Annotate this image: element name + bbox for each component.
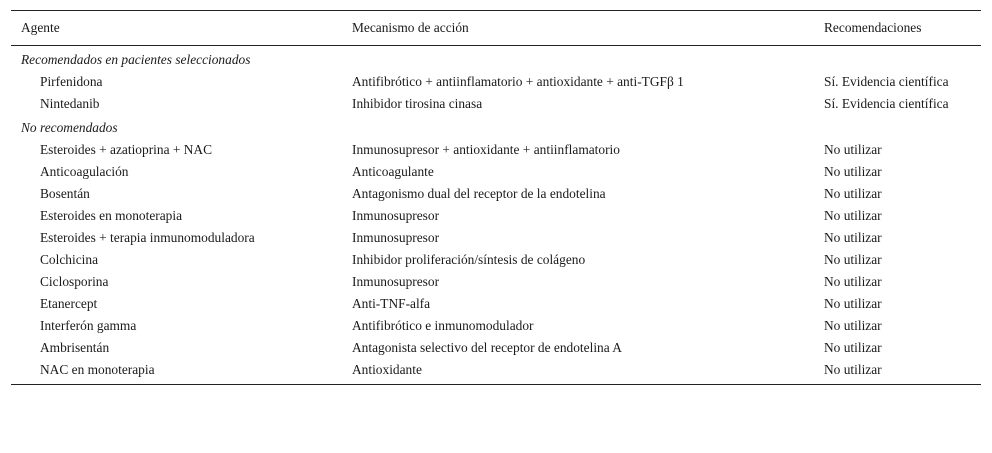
agent-cell: Pirfenidona — [40, 74, 103, 89]
section-title-not-recommended: No recomendados — [21, 120, 118, 135]
agent-cell: Ciclosporina — [40, 274, 109, 289]
mechanism-cell: Antioxidante — [352, 362, 422, 377]
table-row — [11, 139, 981, 161]
table-row — [11, 227, 981, 249]
section-row — [11, 115, 981, 139]
agent-cell: Esteroides + terapia inmunomoduladora — [40, 230, 255, 245]
agent-cell: Etanercept — [40, 296, 98, 311]
table-row — [11, 315, 981, 337]
agent-cell: Colchicina — [40, 252, 99, 267]
agent-cell: Ambrisentán — [40, 340, 110, 355]
section-row — [11, 46, 981, 72]
table-row — [11, 93, 981, 115]
recommendation-cell: No utilizar — [824, 318, 882, 333]
recommendation-cell: No utilizar — [824, 208, 882, 223]
mechanism-cell: Inmunosupresor — [352, 230, 440, 245]
agent-cell: Esteroides en monoterapia — [40, 208, 183, 223]
table-header-row — [11, 11, 981, 46]
mechanism-cell: Antifibrótico + antiinflamatorio + antioxidante + anti-TGFβ 1 — [352, 74, 684, 89]
mechanism-cell: Anti-TNF-alfa — [352, 296, 431, 311]
table-row — [11, 183, 981, 205]
table-row — [11, 293, 981, 315]
recommendation-cell: No utilizar — [824, 164, 882, 179]
recommendation-cell: No utilizar — [824, 142, 882, 157]
mechanism-cell: Anticoagulante — [352, 164, 434, 179]
mechanism-cell: Antifibrótico e inmunomodulador — [352, 318, 534, 333]
mechanism-cell: Inmunosupresor + antioxidante + antiinflamatorio — [352, 142, 620, 157]
mechanism-cell: Inmunosupresor — [352, 208, 440, 223]
table-row — [11, 337, 981, 359]
table-row — [11, 249, 981, 271]
recommendation-cell: Sí. Evidencia científica — [824, 74, 949, 89]
mechanism-cell: Antagonismo dual del receptor de la endotelina — [352, 186, 606, 201]
recommendation-cell: No utilizar — [824, 362, 882, 377]
agent-cell: Bosentán — [40, 186, 90, 201]
table-row — [11, 71, 981, 93]
table-row — [11, 161, 981, 183]
mechanism-cell: Inmunosupresor — [352, 274, 440, 289]
recommendation-cell: No utilizar — [824, 230, 882, 245]
table-row — [11, 205, 981, 227]
treatment-table-container — [11, 10, 981, 385]
recommendation-cell: No utilizar — [824, 296, 882, 311]
agent-cell: Nintedanib — [40, 96, 100, 111]
table-row — [11, 271, 981, 293]
agent-cell: Interferón gamma — [40, 318, 137, 333]
mechanism-cell: Antagonista selectivo del receptor de endotelina A — [352, 340, 622, 355]
header-recommendation: Recomendaciones — [824, 19, 922, 35]
treatment-table — [11, 10, 981, 385]
recommendation-cell: No utilizar — [824, 252, 882, 267]
agent-cell: Esteroides + azatioprina + NAC — [40, 142, 213, 157]
table-row — [11, 359, 981, 385]
recommendation-cell: No utilizar — [824, 340, 882, 355]
mechanism-cell: Inhibidor tirosina cinasa — [352, 96, 483, 111]
agent-cell: Anticoagulación — [40, 164, 129, 179]
header-agent: Agente — [21, 19, 60, 35]
header-mechanism: Mecanismo de acción — [352, 19, 469, 35]
section-title-recommended: Recomendados en pacientes seleccionados — [21, 52, 251, 67]
recommendation-cell: No utilizar — [824, 274, 882, 289]
mechanism-cell: Inhibidor proliferación/síntesis de colágeno — [352, 252, 586, 267]
agent-cell: NAC en monoterapia — [40, 362, 155, 377]
recommendation-cell: Sí. Evidencia científica — [824, 96, 949, 111]
recommendation-cell: No utilizar — [824, 186, 882, 201]
